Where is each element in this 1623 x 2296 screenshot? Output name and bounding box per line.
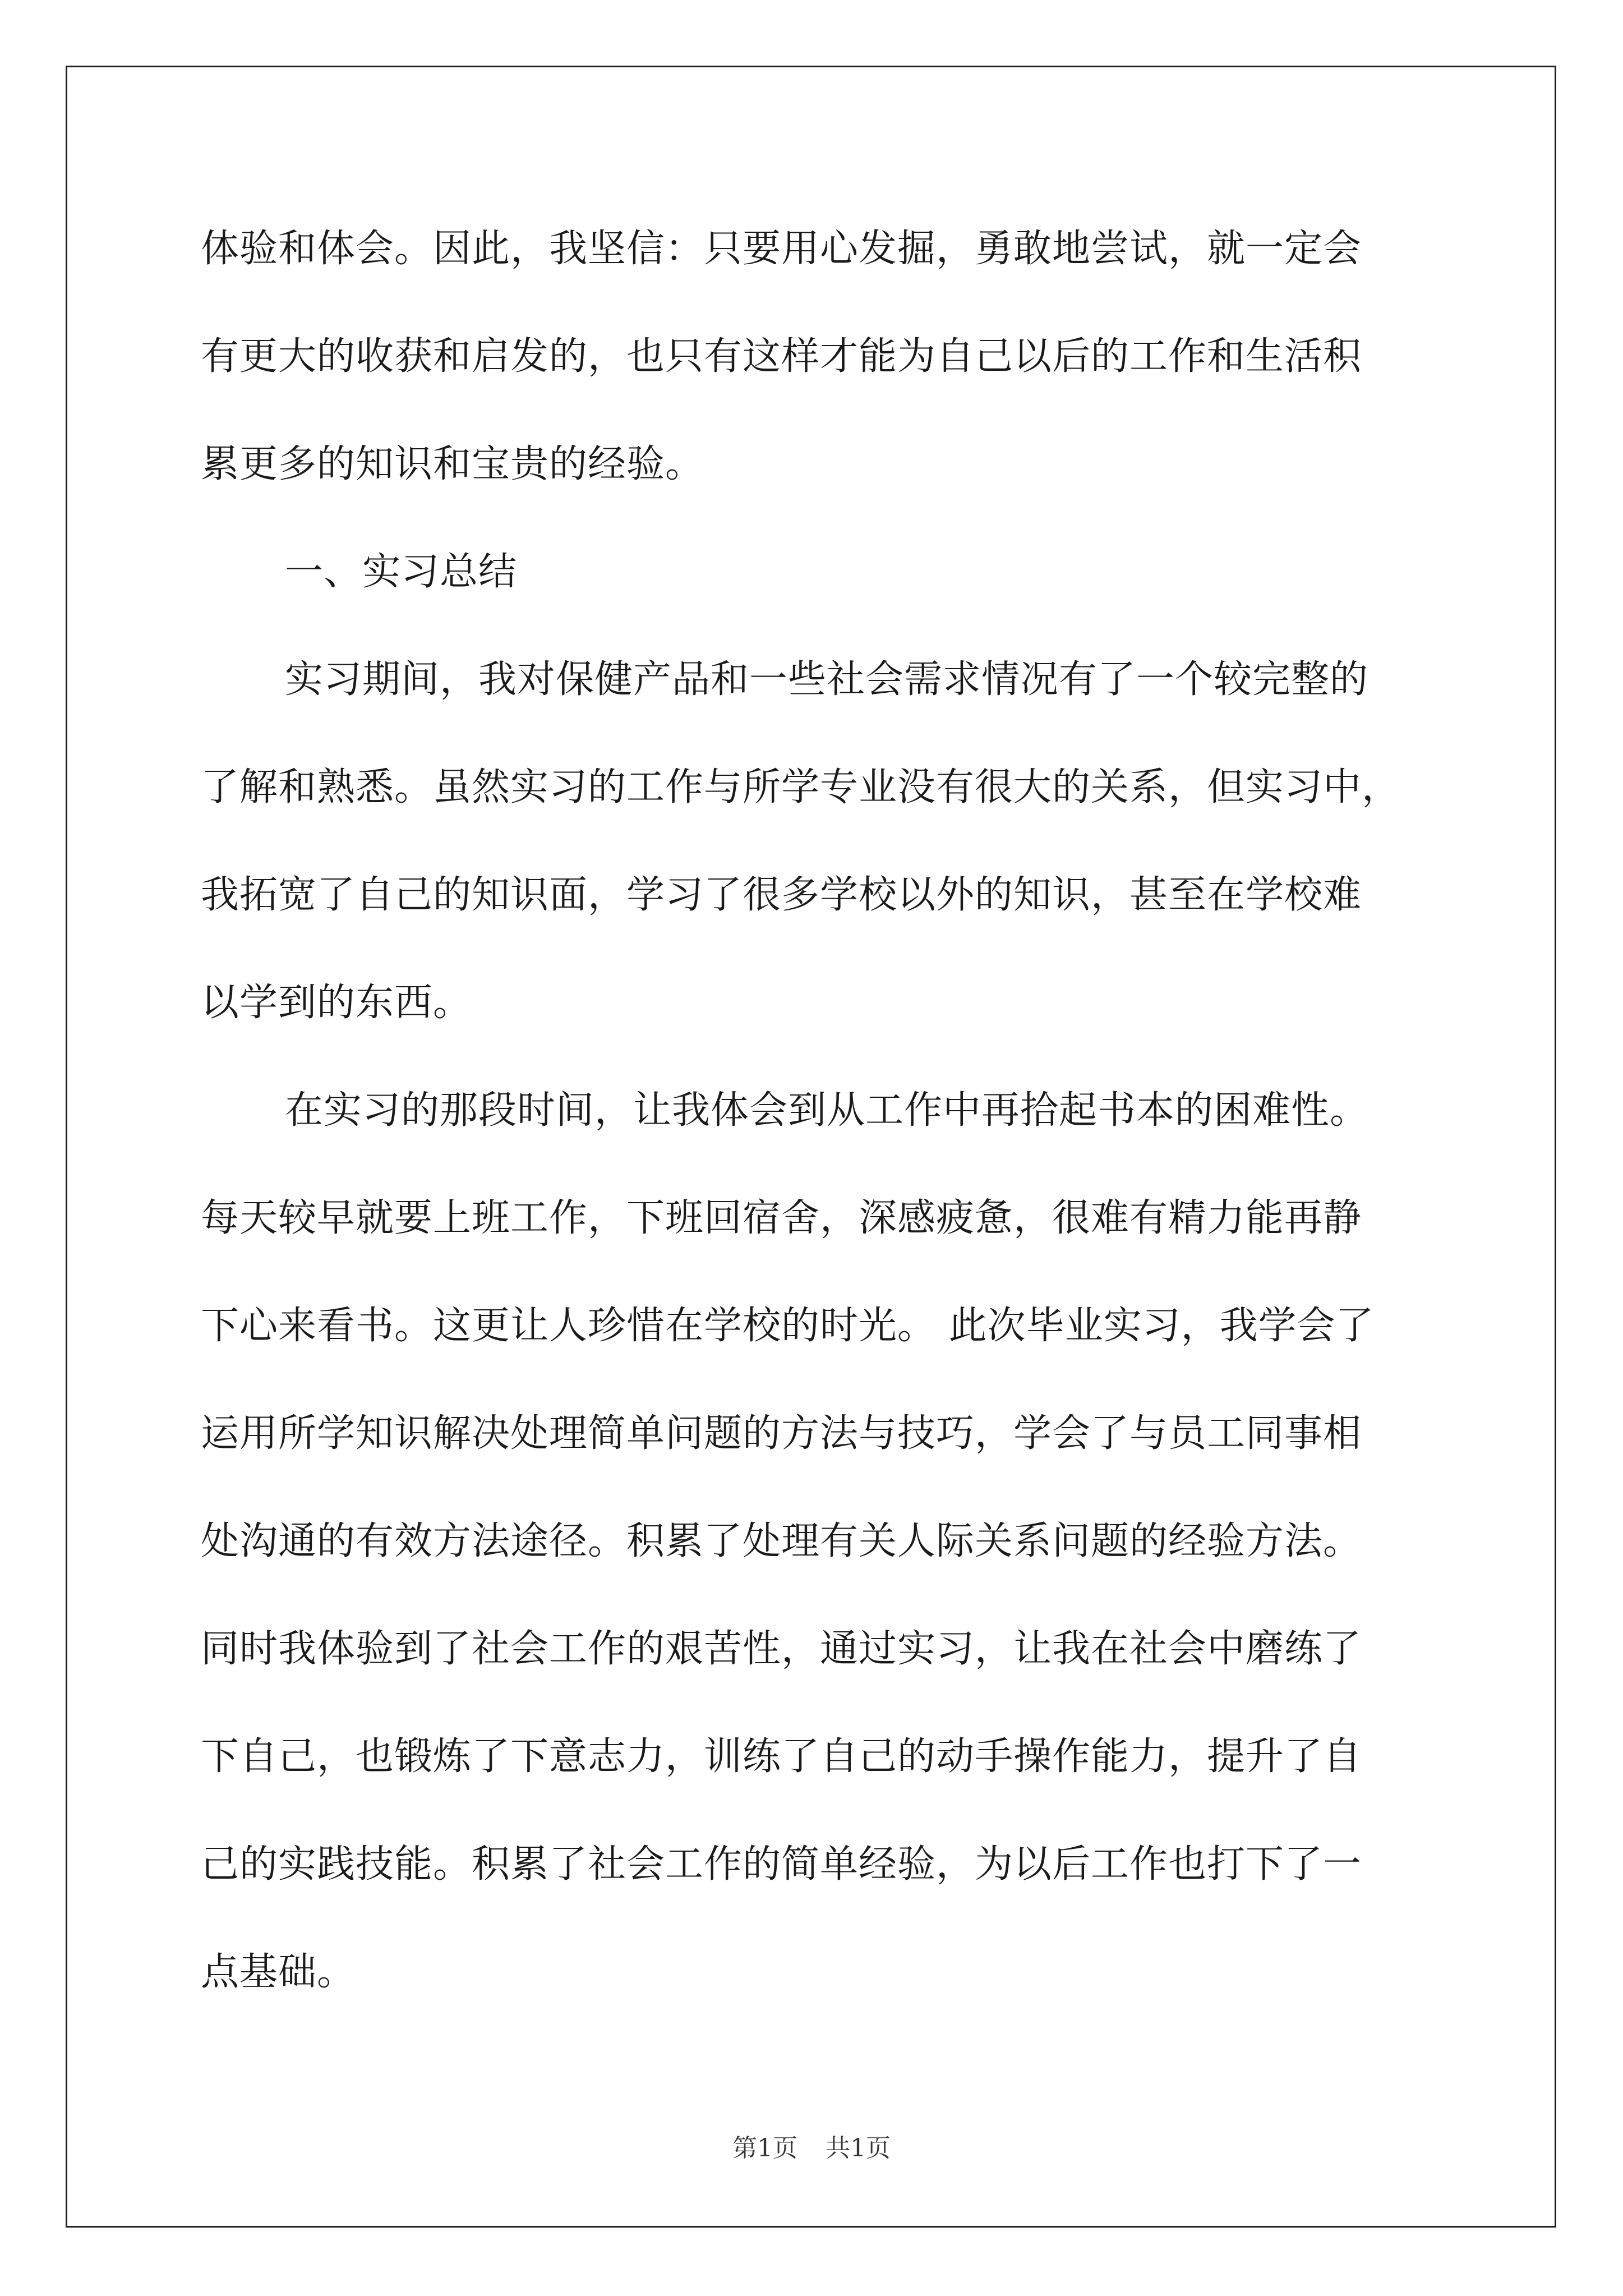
paragraph-line: 在实习的那段时间，让我体会到从工作中再拾起书本的困难性。 [285, 1088, 1369, 1133]
paragraph-line: 下心来看书。这更让人珍惜在学校的时光。 此次毕业实习，我学会了 [201, 1304, 1375, 1348]
paragraph-line: 了解和熟悉。虽然实习的工作与所学专业没有很大的关系，但实习中， [201, 765, 1401, 809]
paragraph-line: 下自己，也锻炼了下意志力，训练了自己的动手操作能力，提升了自 [201, 1734, 1362, 1779]
paragraph-line: 体验和体会。因此，我坚信：只要用心发掘，勇敢地尝试，就一定会 [201, 227, 1362, 271]
paragraph-line: 己的实践技能。积累了社会工作的简单经验，为以后工作也打下了一 [201, 1842, 1362, 1887]
paragraph-line: 同时我体验到了社会工作的艰苦性，通过实习，让我在社会中磨练了 [201, 1627, 1362, 1671]
page-total: 共1页 [826, 2134, 891, 2162]
paragraph-line: 有更大的收获和启发的，也只有这样才能为自己以后的工作和生活积 [201, 334, 1362, 379]
paragraph-line: 累更多的知识和宝贵的经验。 [201, 442, 704, 486]
section-heading: 一、实习总结 [285, 550, 518, 594]
page-number: 第1页 [732, 2134, 797, 2162]
page-footer [0, 2132, 1623, 2165]
paragraph-line: 以学到的东西。 [201, 981, 472, 1025]
page-border [66, 66, 1556, 2228]
paragraph-line: 每天较早就要上班工作，下班回宿舍，深感疲惫，很难有精力能再静 [201, 1196, 1362, 1240]
paragraph-line: 运用所学知识解决处理简单问题的方法与技巧，学会了与员工同事相 [201, 1411, 1362, 1456]
paragraph-line: 实习期间，我对保健产品和一些社会需求情况有了一个较完整的 [285, 657, 1369, 702]
paragraph-line: 点基础。 [201, 1950, 356, 1994]
paragraph-line: 我拓宽了自己的知识面，学习了很多学校以外的知识，甚至在学校难 [201, 873, 1362, 917]
paragraph-line: 处沟通的有效方法途径。积累了处理有关人际关系问题的经验方法。 [201, 1519, 1362, 1563]
